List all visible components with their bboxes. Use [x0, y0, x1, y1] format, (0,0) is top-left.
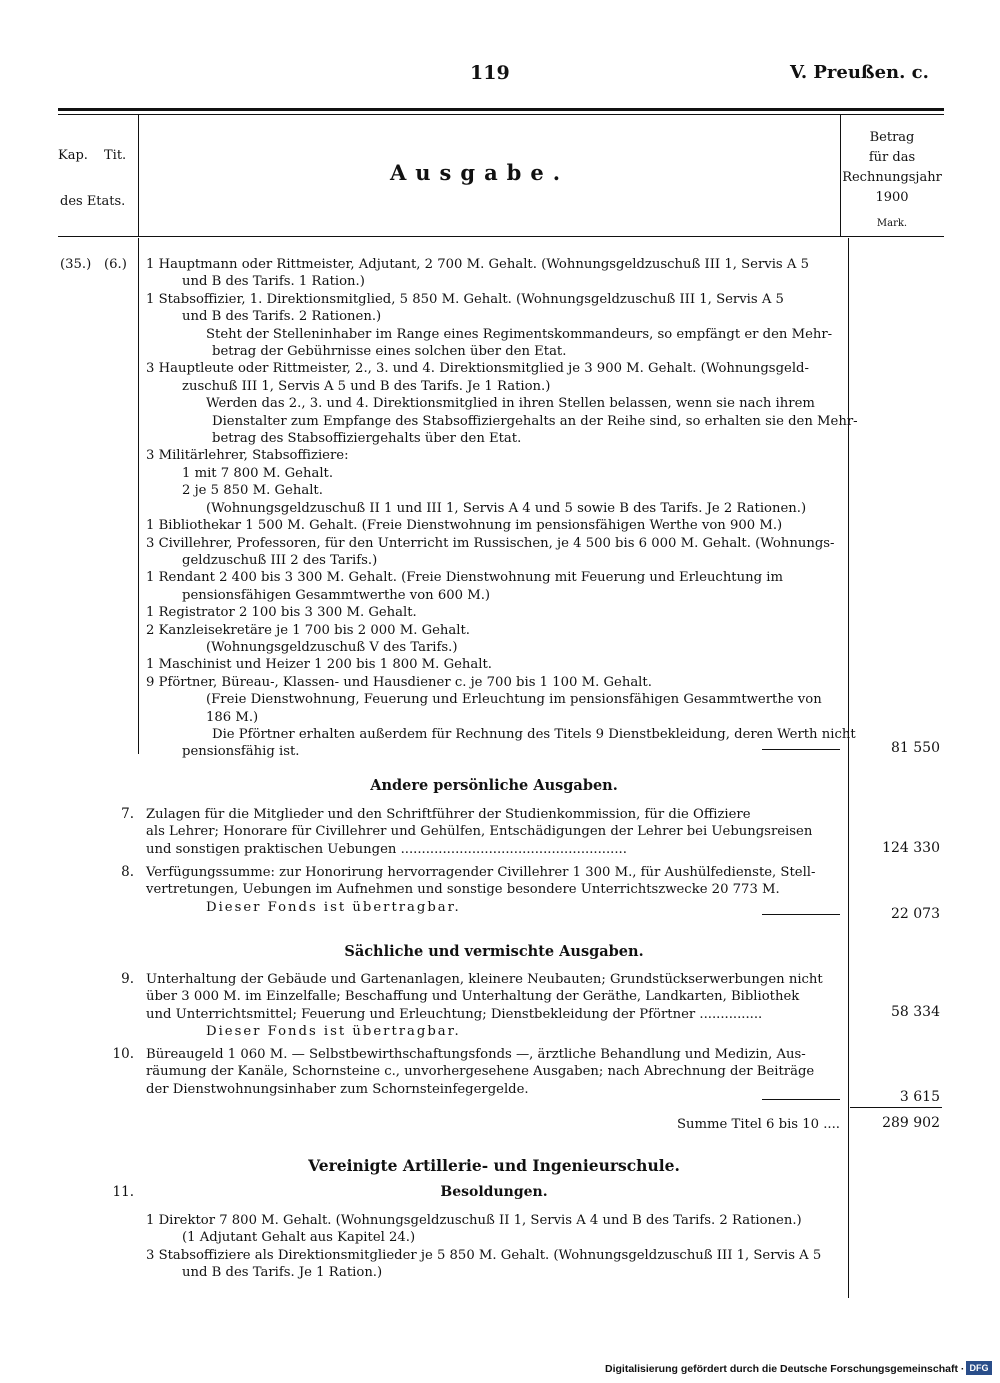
- text-line: Werden das 2., 3. und 4. Direktionsmitglied in ihren Stellen belassen, wenn sie nach ihrem: [206, 396, 815, 412]
- text-line: 1 Hauptmann oder Rittmeister, Adjutant, 2 700 M. Gehalt. (Wohnungsgeldzuschuß III 1, Servis A 5: [146, 257, 809, 272]
- text-line: 186 M.): [206, 709, 259, 725]
- tit-7-number: 7.: [121, 806, 134, 822]
- text-line: Dieser Fonds ist übertragbar.: [206, 1024, 461, 1040]
- betrag-line: Betrag: [869, 130, 915, 145]
- text-line: und sonstigen praktischen Uebungen ......................................................: [146, 841, 627, 857]
- text-line: Unterhaltung der Gebäude und Gartenanlagen, kleinere Neubauten; Grundstückserwerbungen nicht: [146, 972, 823, 987]
- section-heading-saechliche: Sächliche und vermischte Ausgaben.: [344, 943, 644, 960]
- text-line: betrag der Gebührnisse eines solchen über den Etat.: [212, 344, 567, 360]
- text-line: 1 Bibliothekar 1 500 M. Gehalt. (Freie Dienstwohnung im pensionsfähigen Werthe von 900 M.): [146, 518, 783, 534]
- entry-text-block: [146, 256, 858, 761]
- section-heading-andere: Andere persönliche Ausgaben.: [370, 777, 618, 794]
- des-etats-header: des Etats.: [60, 194, 126, 209]
- digitization-credit: Digitalisierung gefördert durch die Deutsche Forschungsgemeinschaft ·: [605, 1363, 965, 1375]
- text-line: geldzuschuß III 2 des Tarifs.): [182, 552, 378, 568]
- tit-10-text: [146, 1046, 842, 1098]
- text-line: als Lehrer; Honorare für Civillehrer und Gehülfen, Entschädigungen der Lehrer bei Uebungsreisen: [146, 824, 813, 840]
- betrag-header: [842, 128, 942, 208]
- tit-8-number: 8.: [121, 864, 134, 880]
- text-line: 3 Hauptleute oder Rittmeister, 2., 3. und 4. Direktionsmitglied je 3 900 M. Gehalt. (Wohnungsgeld-: [146, 361, 809, 377]
- text-line: und Unterrichtsmittel; Feuerung und Erleuchtung; Dienstbekleidung der Pförtner ...............: [146, 1006, 763, 1022]
- text-line: 1 Registrator 2 100 bis 3 300 M. Gehalt.: [146, 605, 417, 621]
- text-line: 1 Rendant 2 400 bis 3 300 M. Gehalt. (Freie Dienstwohnung mit Feuerung und Erleuchtung im: [146, 570, 783, 586]
- mark-unit: Mark.: [876, 218, 908, 229]
- text-line: 2 je 5 850 M. Gehalt.: [182, 483, 323, 499]
- entry-tit: (6.): [104, 257, 127, 272]
- text-line: 1 mit 7 800 M. Gehalt.: [182, 465, 334, 481]
- running-title: V. Preußen. c.: [790, 62, 929, 83]
- tit-8-amount: 22 073: [891, 906, 940, 922]
- text-line: (1 Adjutant Gehalt aus Kapitel 24.): [182, 1230, 416, 1246]
- text-line: vertretungen, Uebungen im Aufnehmen und sonstige besondere Unterrichtszwecke 20 773 M.: [146, 882, 780, 898]
- text-line: (Wohnungsgeldzuschuß II 1 und III 1, Servis A 4 und 5 sowie B des Tarifs. Je 2 Rationen.): [206, 500, 807, 516]
- text-line: und B des Tarifs. 1 Ration.): [182, 274, 365, 290]
- ausgabe-title: Ausgabe.: [390, 160, 570, 185]
- tit-header: Tit.: [104, 148, 127, 163]
- page-number: 119: [470, 62, 510, 84]
- text-line: 1 Direktor 7 800 M. Gehalt. (Wohnungsgeldzuschuß II 1, Servis A 4 und B des Tarifs. 2 Rationen.): [146, 1213, 802, 1228]
- col-divider-amount: [848, 238, 849, 1298]
- text-line: und B des Tarifs. Je 1 Ration.): [182, 1265, 383, 1281]
- text-line: 1 Stabsoffizier, 1. Direktionsmitglied, 5 850 M. Gehalt. (Wohnungsgeldzuschuß III 1, Servis A 5: [146, 291, 784, 307]
- entry-kap: (35.): [60, 257, 92, 272]
- subtotal-line: [762, 914, 840, 915]
- entry-amount: 81 550: [891, 740, 940, 756]
- text-line: Zulagen für die Mitglieder und den Schriftführer der Studienkommission, für die Offiziere: [146, 807, 751, 822]
- tit-9-number: 9.: [121, 971, 134, 987]
- tit-9-amount: 58 334: [891, 1004, 940, 1020]
- text-line: pensionsfähig ist.: [182, 744, 300, 760]
- text-line: und B des Tarifs. 2 Rationen.): [182, 309, 382, 325]
- text-line: Dieser Fonds ist übertragbar.: [206, 899, 461, 915]
- top-rule-thin: [58, 114, 944, 115]
- text-line: 3 Stabsoffiziere als Direktionsmitglieder je 5 850 M. Gehalt. (Wohnungsgeldzuschuß III 1, Servis A 5: [146, 1247, 822, 1263]
- tit-9-text: [146, 971, 842, 1041]
- tit-10-amount: 3 615: [899, 1089, 940, 1105]
- text-line: räumung der Kanäle, Schornsteine c., unvorhergesehene Ausgaben; nach Abrechnung der Beiträge: [146, 1064, 815, 1080]
- text-line: Büreaugeld 1 060 M. — Selbstbewirthschaftungsfonds —, ärztliche Behandlung und Medizin, Aus-: [146, 1047, 806, 1062]
- text-line: 1 Maschinist und Heizer 1 200 bis 1 800 M. Gehalt.: [146, 657, 492, 673]
- text-line: 3 Civillehrer, Professoren, für den Unterricht im Russischen, je 4 500 bis 6 000 M. Gehalt. (Wohnungs-: [146, 535, 835, 551]
- text-line: 9 Pförtner, Büreau-, Klassen- und Hausdiener c. je 700 bis 1 100 M. Gehalt.: [146, 674, 652, 690]
- subtotal-line: [762, 749, 840, 750]
- betrag-line: für das: [868, 150, 916, 165]
- text-line: der Dienstwohnungsinhaber zum Schornsteinfegergelde.: [146, 1081, 529, 1097]
- subheading-besoldungen: Besoldungen.: [440, 1184, 548, 1200]
- text-line: Steht der Stelleninhaber im Range eines Regimentskommandeurs, so empfängt er den Mehr-: [206, 326, 833, 342]
- text-line: Verfügungssumme: zur Honorirung hervorragender Civillehrer 1 300 M., für Aushülfedienste, Stell-: [146, 865, 816, 880]
- text-line: (Freie Dienstwohnung, Feuerung und Erleuchtung im pensionsfähigen Gesammtwerthe von: [206, 692, 822, 708]
- tit-11-number: 11.: [112, 1184, 134, 1200]
- betrag-line: Rechnungsjahr: [842, 170, 942, 185]
- head-bottom-rule: [58, 236, 944, 237]
- col-divider-head-left: [138, 114, 139, 236]
- text-line: 3 Militärlehrer, Stabsoffiziere:: [146, 448, 349, 464]
- dfg-logo: DFG: [966, 1361, 992, 1375]
- col-divider-head-right: [840, 114, 841, 236]
- tit-7-text: [146, 806, 842, 858]
- kap-header: Kap.: [58, 148, 88, 163]
- tit-7-amount: 124 330: [882, 840, 940, 856]
- subtotal-line: [762, 1099, 840, 1100]
- betrag-line: 1900: [875, 190, 909, 205]
- section-heading-vereinigte: Vereinigte Artillerie- und Ingenieurschule.: [308, 1156, 680, 1175]
- text-line: Die Pförtner erhalten außerdem für Rechnung des Titels 9 Dienstbekleidung, deren Werth nicht: [212, 726, 856, 742]
- top-rule: [58, 108, 944, 111]
- text-line: betrag des Stabsoffiziergehalts über den Etat.: [212, 431, 522, 447]
- summe-amount: 289 902: [882, 1115, 940, 1131]
- text-line: Dienstalter zum Empfange des Stabsoffiziergehalts an der Reihe sind, so erhalten sie den Mehr-: [212, 413, 858, 429]
- tit-10-number: 10.: [112, 1046, 134, 1062]
- text-line: pensionsfähigen Gesammtwerthe von 600 M.): [182, 587, 491, 603]
- tit-11-text: [146, 1212, 842, 1282]
- sum-rule: [850, 1107, 942, 1108]
- tit-8-text: [146, 864, 842, 916]
- text-line: über 3 000 M. im Einzelfalle; Beschaffung und Unterhaltung der Geräthe, Landkarten, Bibliothek: [146, 989, 800, 1005]
- col-divider-entry-left: [138, 238, 139, 754]
- summe-label: Summe Titel 6 bis 10 ....: [676, 1117, 840, 1132]
- text-line: 2 Kanzleisekretäre je 1 700 bis 2 000 M. Gehalt.: [146, 622, 470, 638]
- text-line: (Wohnungsgeldzuschuß V des Tarifs.): [206, 639, 458, 655]
- text-line: zuschuß III 1, Servis A 5 und B des Tarifs. Je 1 Ration.): [182, 378, 551, 394]
